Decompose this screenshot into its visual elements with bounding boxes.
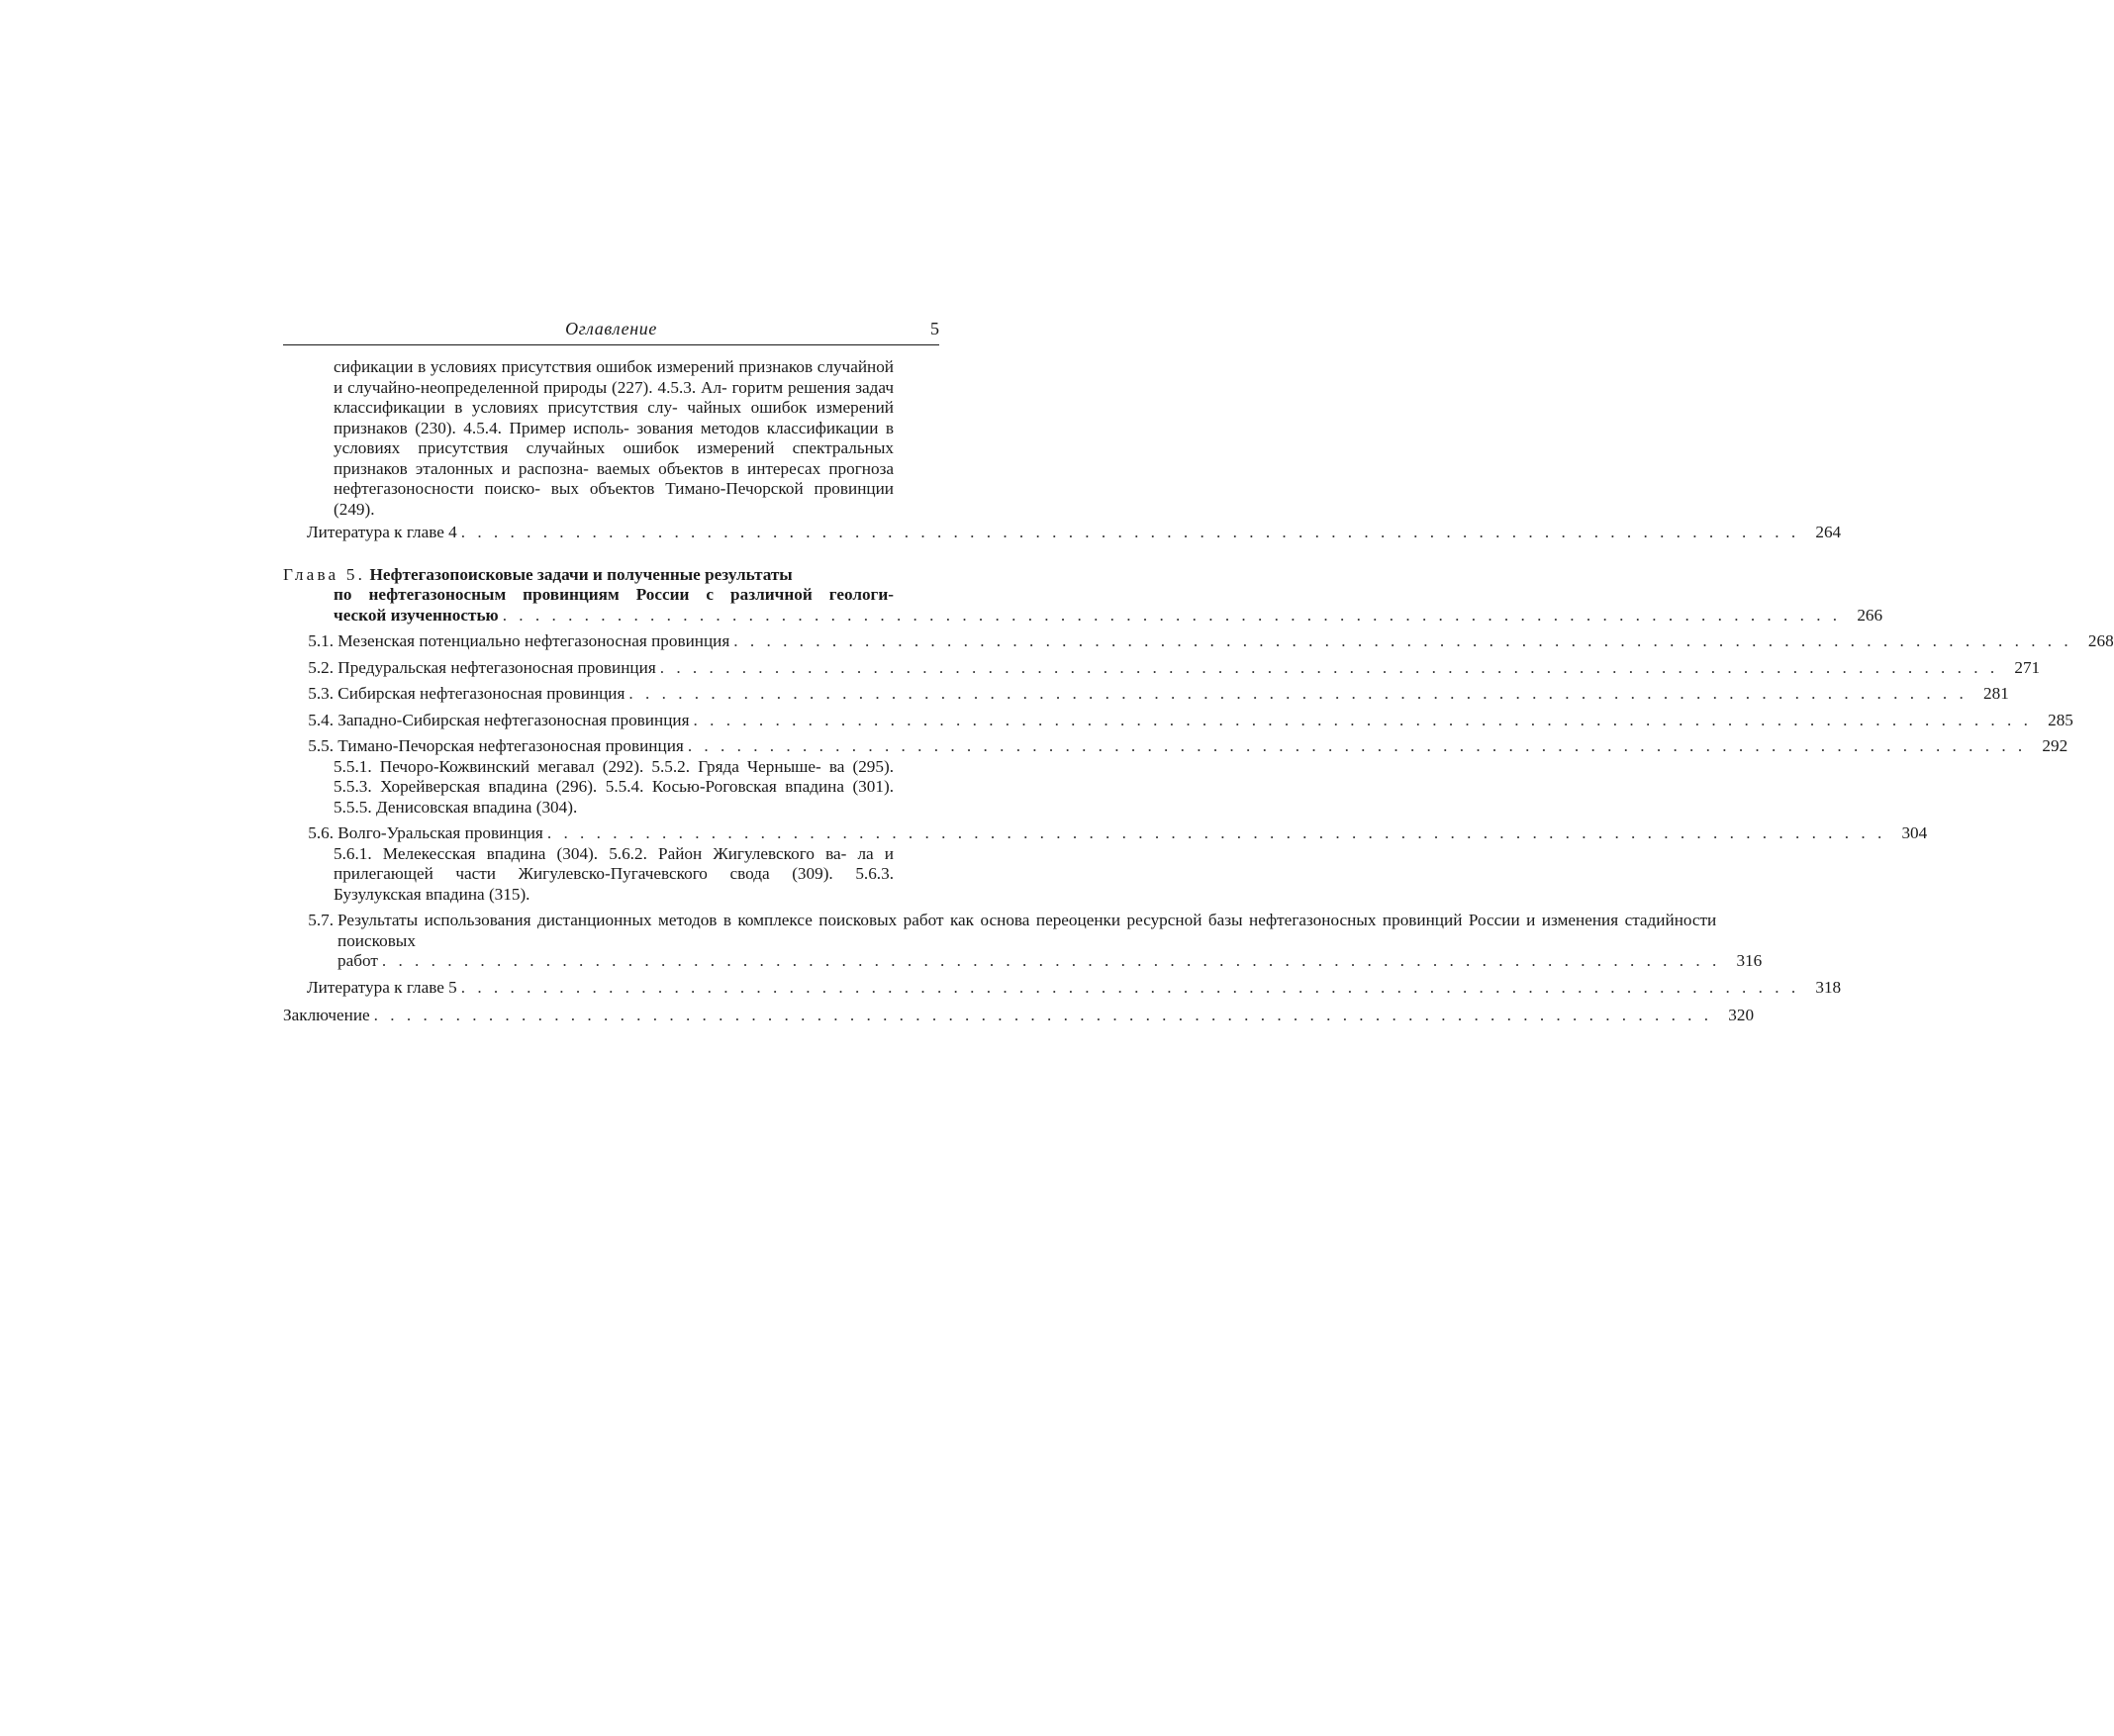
toc-entry-lit5[interactable] (307, 977, 1842, 999)
header-title: Оглавление (565, 319, 657, 338)
dot-leader (547, 823, 1885, 844)
entry-page: 316 (1736, 951, 1763, 970)
toc-section-5-5[interactable] (283, 736, 2068, 818)
chapter-title-line: Нефтегазопоисковые задачи и полученные результаты (369, 564, 793, 584)
toc-section-5-4[interactable] (283, 710, 2073, 731)
toc-section-5-6[interactable] (283, 823, 1928, 905)
subsection-text: ла и прилегающей части Жигулевско-Пугачевского свода (309). 5.6.3. Бузулукская впадина (315). (334, 843, 895, 904)
section-number: 5.4. (308, 710, 334, 729)
cont-line: ваемых объектов в интересах прогноза нефтегазоносности поиско- (334, 458, 894, 498)
dot-leader (382, 951, 1720, 972)
toc-entry-conclusion[interactable] (283, 1006, 1755, 1026)
entry-page: 266 (1857, 605, 1883, 625)
subsection-text: ва (295). 5.5.3. Хорейверская впадина (296). 5.5.4. Косью-Роговская впадина (301). 5.5.5. Денисовская впадина (304). (334, 756, 895, 817)
section-number: 5.6. (308, 823, 334, 842)
chapter-title-line: ческой изученностью (334, 605, 499, 625)
dot-leader (461, 978, 1799, 999)
dot-leader (660, 658, 1998, 679)
section-number: 5.5. (308, 736, 334, 755)
dot-leader (461, 523, 1799, 543)
toc-entry-lit4[interactable] (307, 523, 1842, 543)
cont-line: сификации в условиях присутствия ошибок измерений признаков (334, 357, 814, 376)
chapter-title-cont (334, 585, 1883, 626)
entry-label: Литература к главе 5 (307, 977, 457, 997)
entry-label: Заключение (283, 1006, 370, 1024)
dot-leader (374, 1006, 1712, 1026)
chapter-label: Глава 5. (283, 564, 366, 584)
section-number: 5.1. (308, 631, 334, 650)
section-number: 5.3. (308, 684, 334, 703)
section-label: Мезенская потенциально нефтегазоносная провинция (337, 631, 730, 650)
toc-chapter-5[interactable] (283, 564, 1883, 627)
continued-entry (334, 357, 894, 520)
section-label: Тимано-Печорская нефтегазоносная провинция (337, 736, 684, 755)
entry-page: 292 (2042, 736, 2068, 755)
cont-line: зования методов классификации в условиях присутствия случайных (334, 418, 895, 457)
section-number: 5.2. (308, 657, 334, 677)
dot-leader (694, 711, 2032, 731)
entry-label: Литература к главе 4 (307, 523, 457, 541)
dot-leader (503, 606, 1841, 627)
entry-page: 271 (2014, 657, 2041, 677)
toc-section-5-7[interactable] (283, 911, 1763, 972)
section-number: 5.7. (308, 911, 334, 929)
chapter-heading (283, 565, 894, 586)
cont-line: вых объектов Тимано-Печорской провинции (249). (334, 479, 895, 519)
entry-page: 320 (1728, 1006, 1755, 1024)
cont-line: ошибок измерений спектральных признаков эталонных и распозна- (334, 438, 895, 478)
section-label: Результаты использования дистанционных методов в комплексе поисковых работ как основа переоценки ресурсной базы нефтегазоносных провинций России и изменения стадийности поисковых (337, 911, 1717, 950)
header-page-number: 5 (930, 319, 939, 338)
toc-page (283, 319, 2114, 1026)
dot-leader (628, 684, 1967, 705)
chapter-title-line: по нефтегазоносным провинциям России с различной геологи- (334, 585, 894, 604)
entry-page: 318 (1815, 977, 1842, 997)
entry-page: 264 (1815, 523, 1842, 541)
dot-leader (733, 631, 2071, 652)
toc-section-5-2[interactable] (283, 657, 2041, 679)
subsection-list (334, 844, 894, 906)
toc-section-5-3[interactable] (283, 684, 2009, 705)
toc-section-5-1[interactable] (283, 631, 2114, 652)
entry-page: 281 (1983, 684, 2009, 703)
cont-line: горитм решения задач классификации в условиях присутствия слу- (334, 377, 895, 417)
subsection-list (334, 757, 894, 819)
entry-page: 285 (2048, 710, 2073, 729)
entry-page: 268 (2087, 631, 2114, 650)
entry-page: 304 (1901, 823, 1928, 842)
cont-line: случайной и случайно-неопределенной природы (227). 4.5.3. Ал- (334, 357, 895, 397)
section-label: Западно-Сибирская нефтегазоносная провинция (337, 710, 690, 729)
subsection-text: 5.5.1. Печоро-Кожвинский мегавал (292). 5.5.2. Гряда Черныше- (334, 756, 821, 776)
section-label: Сибирская нефтегазоносная провинция (337, 684, 625, 703)
running-header (283, 319, 939, 345)
toc-body (283, 357, 2114, 1026)
section-label: Предуральская нефтегазоносная провинция (337, 657, 656, 677)
section-label: Волго-Уральская провинция (337, 823, 543, 842)
cont-line: чайных ошибок измерений признаков (230). 4.5.4. Пример исполь- (334, 398, 894, 437)
dot-leader (688, 736, 2026, 757)
subsection-text: 5.6.1. Мелекесская впадина (304). 5.6.2. Район Жигулевского ва- (334, 843, 847, 863)
chapter-title-last (334, 605, 1883, 627)
section-label-end: работ (337, 951, 378, 970)
